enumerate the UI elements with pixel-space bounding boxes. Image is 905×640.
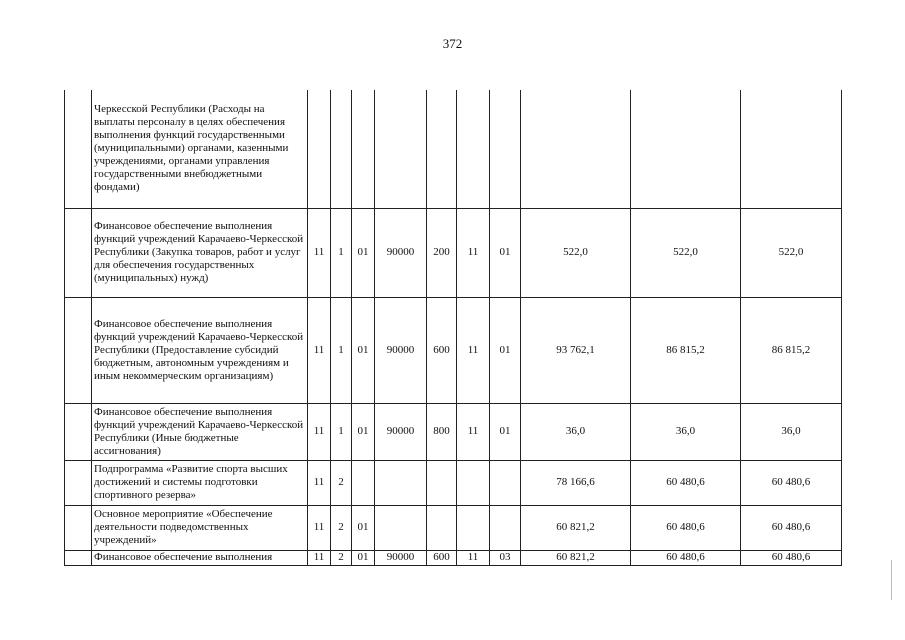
code-cell-c4 (375, 90, 427, 208)
amount-cell-v3 (741, 90, 842, 208)
code-cell-c2: 2 (331, 550, 352, 565)
code-cell-c1: 11 (308, 403, 331, 460)
table-row (65, 505, 842, 550)
code-cell-c4: 90000 (375, 297, 427, 403)
code-cell-c4 (375, 460, 427, 505)
amount-cell-v2: 60 480,6 (631, 460, 741, 505)
code-cell-c1 (308, 90, 331, 208)
code-cell-c2: 2 (331, 460, 352, 505)
amount-cell-v1: 93 762,1 (521, 297, 631, 403)
code-cell-c6: 11 (457, 403, 490, 460)
code-cell-c6 (457, 90, 490, 208)
amount-cell-v2: 86 815,2 (631, 297, 741, 403)
table-row (65, 208, 842, 297)
code-cell-c7 (490, 90, 521, 208)
amount-cell-v1 (521, 90, 631, 208)
table-row (65, 90, 842, 208)
code-cell-c4: 90000 (375, 550, 427, 565)
code-cell-c5 (427, 460, 457, 505)
amount-cell-v1: 522,0 (521, 208, 631, 297)
row-number-cell (65, 403, 92, 460)
code-cell-c2: 1 (331, 297, 352, 403)
amount-cell-v2: 522,0 (631, 208, 741, 297)
table-row (65, 297, 842, 403)
amount-cell-v1: 78 166,6 (521, 460, 631, 505)
amount-cell-v2: 60 480,6 (631, 550, 741, 565)
amount-cell-v1: 36,0 (521, 403, 631, 460)
code-cell-c4: 90000 (375, 403, 427, 460)
code-cell-c2: 1 (331, 208, 352, 297)
page-number: 372 (442, 36, 463, 51)
code-cell-c1: 11 (308, 505, 331, 550)
code-cell-c3: 01 (352, 403, 375, 460)
amount-cell-v2: 60 480,6 (631, 505, 741, 550)
row-number-cell (65, 460, 92, 505)
amount-cell-v3: 60 480,6 (741, 460, 842, 505)
item-name-cell: Основное мероприятие «Обеспечение деятельности подведомственных учреждений» (92, 505, 308, 550)
table-row (65, 550, 842, 565)
code-cell-c6: 11 (457, 550, 490, 565)
code-cell-c2: 1 (331, 403, 352, 460)
table-row (65, 460, 842, 505)
code-cell-c2 (331, 90, 352, 208)
code-cell-c1: 11 (308, 550, 331, 565)
item-name-cell: Финансовое обеспечение выполнения (92, 550, 308, 565)
code-cell-c3: 01 (352, 550, 375, 565)
row-number-cell (65, 297, 92, 403)
amount-cell-v1: 60 821,2 (521, 550, 631, 565)
code-cell-c5: 600 (427, 297, 457, 403)
item-name-cell: Черкесской Республики (Расходы на выплаты персоналу в целях обеспечения выполнения функций государственными (муниципальными) органами, казенными учреждениями, органами управления государственными внебюджетными фондами) (92, 90, 308, 208)
code-cell-c3: 01 (352, 208, 375, 297)
scan-artifact (891, 560, 892, 600)
amount-cell-v3: 36,0 (741, 403, 842, 460)
amount-cell-v2: 36,0 (631, 403, 741, 460)
code-cell-c6 (457, 505, 490, 550)
amount-cell-v3: 60 480,6 (741, 505, 842, 550)
row-number-cell (65, 208, 92, 297)
code-cell-c4 (375, 505, 427, 550)
code-cell-c3 (352, 460, 375, 505)
code-cell-c6: 11 (457, 297, 490, 403)
code-cell-c2: 2 (331, 505, 352, 550)
item-name-cell: Финансовое обеспечение выполнения функций учреждений Карачаево-Черкесской Республики (Предоставление субсидий бюджетным, автономным учреждениям и иным некоммерческим организациям) (92, 297, 308, 403)
code-cell-c5 (427, 90, 457, 208)
row-number-cell (65, 90, 92, 208)
code-cell-c5: 600 (427, 550, 457, 565)
code-cell-c7 (490, 505, 521, 550)
code-cell-c5: 200 (427, 208, 457, 297)
item-name-cell: Финансовое обеспечение выполнения функций учреждений Карачаево-Черкесской Республики (Иные бюджетные ассигнования) (92, 403, 308, 460)
code-cell-c7: 01 (490, 297, 521, 403)
code-cell-c7: 03 (490, 550, 521, 565)
amount-cell-v2 (631, 90, 741, 208)
item-name-cell: Финансовое обеспечение выполнения функций учреждений Карачаево-Черкесской Республики (Закупка товаров, работ и услуг для обеспечения государственных (муниципальных) нужд) (92, 208, 308, 297)
amount-cell-v3: 522,0 (741, 208, 842, 297)
budget-table (64, 90, 842, 566)
amount-cell-v3: 60 480,6 (741, 550, 842, 565)
code-cell-c1: 11 (308, 297, 331, 403)
item-name-cell: Подпрограмма «Развитие спорта высших достижений и системы подготовки спортивного резерва» (92, 460, 308, 505)
code-cell-c6: 11 (457, 208, 490, 297)
amount-cell-v1: 60 821,2 (521, 505, 631, 550)
code-cell-c1: 11 (308, 460, 331, 505)
code-cell-c1: 11 (308, 208, 331, 297)
table-row (65, 403, 842, 460)
code-cell-c4: 90000 (375, 208, 427, 297)
code-cell-c3: 01 (352, 505, 375, 550)
code-cell-c7: 01 (490, 208, 521, 297)
code-cell-c6 (457, 460, 490, 505)
code-cell-c7 (490, 460, 521, 505)
amount-cell-v3: 86 815,2 (741, 297, 842, 403)
code-cell-c5 (427, 505, 457, 550)
code-cell-c7: 01 (490, 403, 521, 460)
code-cell-c3: 01 (352, 297, 375, 403)
code-cell-c5: 800 (427, 403, 457, 460)
row-number-cell (65, 550, 92, 565)
row-number-cell (65, 505, 92, 550)
code-cell-c3 (352, 90, 375, 208)
